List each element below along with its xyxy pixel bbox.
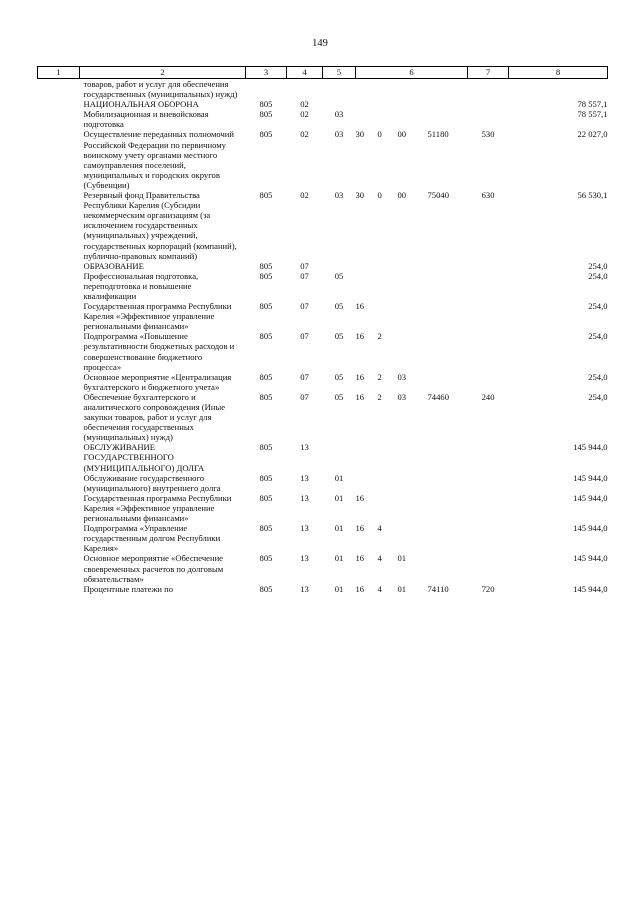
cell-target-event [398,301,428,331]
cell-blank [38,523,80,553]
cell-expense-type: 720 [481,583,495,594]
cell-name: Процентные платежи по [83,583,174,594]
cell-target-subprogram: 2 [377,371,382,382]
cell-subsection: 03 [334,109,344,120]
cell-amount: 22 027,0 [577,129,608,140]
cell-target-program: 16 [355,553,365,564]
cell-subsection [323,99,356,109]
cell-chapter: 805 [259,190,273,201]
cell-chapter: 805 [259,109,273,120]
cell-subsection: 03 [334,190,344,201]
cell-target-direction [428,331,468,371]
cell-blank [38,99,80,109]
cell-target-direction [428,493,468,523]
cell-expense-type [468,109,509,129]
cell-target-subprogram [378,99,398,109]
cell-chapter: 805 [259,492,273,503]
cell-expense-type [468,473,509,493]
budget-table [37,66,608,594]
cell-subsection: 01 [334,553,344,564]
cell-target-program [356,271,378,301]
cell-target-direction: 75040 [427,190,449,201]
cell-expense-type [468,553,509,583]
table-row [38,584,608,594]
table-row [38,79,608,100]
cell-amount: 145 944,0 [573,523,608,534]
header-col-6: 6 [356,67,468,79]
cell-subsection: 03 [334,129,344,140]
cell-target-program: 30 [355,190,365,201]
cell-chapter: 805 [259,99,273,110]
cell-section: 07 [300,301,309,312]
header-col-1: 1 [38,67,80,79]
table-row [38,392,608,442]
cell-target-subprogram [378,261,398,271]
cell-amount: 254,0 [588,371,608,382]
cell-expense-type [468,79,509,100]
cell-chapter: 805 [259,301,273,312]
cell-target-subprogram [378,442,398,472]
cell-subsection: 05 [334,371,344,382]
cell-target-event: 03 [397,391,407,402]
cell-name: ОБСЛУЖИВАНИЕ ГОСУДАРСТВЕННОГО (МУНИЦИПАЛЬНОГО) ДОЛГА [83,442,205,473]
cell-blank [38,553,80,583]
cell-chapter: 805 [259,442,273,453]
cell-section: 13 [300,442,309,453]
cell-target-direction [428,372,468,392]
cell-target-subprogram: 0 [377,190,382,201]
cell-target-subprogram [378,271,398,301]
cell-target-subprogram [378,301,398,331]
cell-section: 07 [300,270,309,281]
header-col-5: 5 [323,67,356,79]
cell-expense-type: 240 [481,391,495,402]
cell-target-direction [428,553,468,583]
cell-expense-type: 630 [481,190,495,201]
cell-section: 13 [300,553,309,564]
table-row [38,301,608,331]
cell-target-subprogram: 4 [377,583,382,594]
cell-target-direction: 51180 [427,129,449,140]
cell-expense-type [468,331,509,371]
table-row [38,261,608,271]
cell-target-program: 16 [355,391,365,402]
cell-expense-type [468,261,509,271]
cell-amount: 254,0 [588,391,608,402]
table-row [38,442,608,472]
cell-target-event [398,271,428,301]
cell-target-event [398,442,428,472]
table-row [38,129,608,190]
cell-amount: 145 944,0 [573,553,608,564]
cell-section: 07 [300,371,309,382]
cell-target-program [356,79,378,100]
cell-section: 13 [300,523,309,534]
table-row [38,99,608,109]
table-row [38,109,608,129]
cell-name: НАЦИОНАЛЬНАЯ ОБОРОНА [83,99,199,110]
cell-target-program [356,442,378,472]
cell-section: 02 [300,109,309,120]
table-row [38,372,608,392]
cell-target-event [398,109,428,129]
cell-expense-type [468,99,509,109]
cell-target-event [398,523,428,553]
cell-chapter: 805 [259,472,273,483]
table-row [38,190,608,261]
cell-chapter: 805 [259,523,273,534]
cell-chapter: 805 [259,129,273,140]
cell-amount: 145 944,0 [573,442,608,453]
cell-amount [509,79,608,100]
cell-amount: 254,0 [588,260,608,271]
cell-section: 07 [300,391,309,402]
cell-subsection [323,261,356,271]
cell-blank [38,261,80,271]
cell-target-direction [428,271,468,301]
cell-chapter [246,79,287,100]
cell-subsection: 05 [334,270,344,281]
cell-target-event: 01 [397,583,407,594]
header-row [38,67,608,79]
cell-amount: 145 944,0 [573,583,608,594]
cell-target-event [398,473,428,493]
header-col-3: 3 [246,67,287,79]
cell-section: 02 [300,190,309,201]
cell-amount: 254,0 [588,301,608,312]
cell-name: Основное мероприятие «Централизация бухгалтерского и бюджетного учета» [83,371,232,392]
cell-target-direction [428,473,468,493]
cell-target-event: 01 [397,553,407,564]
cell-name: Подпрограмма «Управление государственным долгом Республики Карелия» [83,523,221,554]
cell-blank [38,190,80,261]
cell-name: Осуществление переданных полномочий Российской Федерации по первичному воинскому учету органами местного самоуправления поселений, муниципальных и городских округов (Субвенции) [83,129,234,190]
cell-chapter: 805 [259,371,273,382]
cell-expense-type [468,301,509,331]
cell-target-subprogram [378,493,398,523]
cell-subsection: 05 [334,391,344,402]
cell-chapter: 805 [259,260,273,271]
cell-target-event [398,79,428,100]
cell-expense-type [468,271,509,301]
cell-chapter: 805 [259,583,273,594]
cell-section: 13 [300,583,309,594]
cell-amount: 145 944,0 [573,472,608,483]
cell-subsection: 05 [334,301,344,312]
cell-expense-type [468,493,509,523]
cell-target-program: 16 [355,583,365,594]
cell-target-subprogram: 2 [377,391,382,402]
cell-target-subprogram [378,473,398,493]
cell-target-direction [428,109,468,129]
cell-expense-type [468,523,509,553]
cell-name: Профессиональная подготовка, переподготовка и повышение квалификации [83,270,199,301]
cell-target-subprogram: 4 [377,523,382,534]
cell-chapter: 805 [259,270,273,281]
cell-target-subprogram: 0 [377,129,382,140]
cell-name: Обслуживание государственного (муниципального) внутреннего долга [83,472,221,493]
cell-name: товаров, работ и услуг для обеспечения государственных (муниципальных) нужд) [83,79,238,100]
cell-blank [38,331,80,371]
cell-target-subprogram [378,109,398,129]
cell-target-event: 00 [397,190,407,201]
cell-blank [38,271,80,301]
cell-target-program: 16 [355,301,365,312]
page-number: 149 [312,38,328,49]
cell-section: 07 [300,331,309,342]
cell-blank [38,493,80,523]
cell-amount: 78 557,1 [577,99,608,110]
cell-blank [38,392,80,442]
cell-target-subprogram [378,79,398,100]
cell-name: Резервный фонд Правительства Республики Карелия (Субсидии некоммерческим организациям (за исключением государственных (муниципальных) учреждений, государственных корпораций (компаний), публично-правовых компаний) [83,190,237,261]
cell-target-direction [428,99,468,109]
cell-blank [38,584,80,594]
cell-name: Основное мероприятие «Обеспечение своевременных расчетов по долговым обязательствам» [83,553,224,584]
cell-target-subprogram: 2 [377,331,382,342]
cell-blank [38,301,80,331]
table-row [38,493,608,523]
cell-name: ОБРАЗОВАНИЕ [83,260,144,271]
cell-subsection: 01 [334,472,344,483]
table-row [38,473,608,493]
cell-target-program: 16 [355,371,365,382]
cell-target-program: 16 [355,492,365,503]
cell-amount: 56 530,1 [577,190,608,201]
cell-blank [38,129,80,190]
cell-section: 07 [300,260,309,271]
header-col-8: 8 [509,67,608,79]
cell-target-direction: 74110 [427,583,449,594]
table-row [38,331,608,371]
cell-section [287,79,323,100]
cell-blank [38,372,80,392]
cell-section: 13 [300,472,309,483]
cell-name: Мобилизационная и вневойсковая подготовка [83,109,209,130]
cell-target-direction [428,442,468,472]
cell-target-direction [428,261,468,271]
cell-target-direction: 74460 [427,391,449,402]
header-col-4: 4 [287,67,323,79]
cell-target-program [356,99,378,109]
cell-amount: 254,0 [588,331,608,342]
cell-expense-type [468,372,509,392]
cell-section: 02 [300,99,309,110]
cell-blank [38,473,80,493]
cell-target-direction [428,301,468,331]
cell-name: Подпрограмма «Повышение результативности бюджетных расходов и совершенствование бюджетного процесса» [83,331,235,372]
cell-target-event: 00 [397,129,407,140]
cell-section: 13 [300,492,309,503]
cell-name: Государственная программа Республики Карелия «Эффективное управление региональными финансами» [83,492,232,524]
cell-target-direction [428,79,468,100]
table-row [38,271,608,301]
cell-chapter: 805 [259,331,273,342]
cell-target-program [356,261,378,271]
cell-name: Обеспечение бухгалтерского и аналитического сопровождения (Иные закупки товаров, работ и услуг для обеспечения государственных (муниципальных) нужд) [83,391,226,443]
cell-chapter: 805 [259,391,273,402]
cell-target-direction [428,523,468,553]
header-col-7: 7 [468,67,509,79]
cell-chapter: 805 [259,553,273,564]
cell-target-subprogram: 4 [377,553,382,564]
cell-subsection [323,442,356,472]
cell-target-program: 30 [355,129,365,140]
table-row [38,523,608,553]
header-col-2: 2 [80,67,246,79]
table-row [38,553,608,583]
cell-amount: 145 944,0 [573,492,608,503]
cell-target-event [398,331,428,371]
cell-target-event [398,99,428,109]
cell-target-event [398,261,428,271]
cell-target-event [398,493,428,523]
cell-target-program [356,109,378,129]
cell-subsection [323,79,356,100]
cell-amount: 78 557,1 [577,109,608,120]
cell-target-event: 03 [397,371,407,382]
cell-subsection: 01 [334,492,344,503]
cell-blank [38,109,80,129]
cell-amount: 254,0 [588,270,608,281]
cell-subsection: 05 [334,331,344,342]
cell-subsection: 01 [334,523,344,534]
cell-target-program: 16 [355,331,365,342]
cell-blank [38,79,80,100]
cell-target-program [356,473,378,493]
cell-name: Государственная программа Республики Карелия «Эффективное управление региональными финансами» [83,301,232,332]
cell-target-program: 16 [355,523,365,534]
cell-blank [38,442,80,472]
cell-subsection: 01 [334,583,344,594]
cell-section: 02 [300,129,309,140]
cell-expense-type: 530 [481,129,495,140]
cell-expense-type [468,442,509,472]
